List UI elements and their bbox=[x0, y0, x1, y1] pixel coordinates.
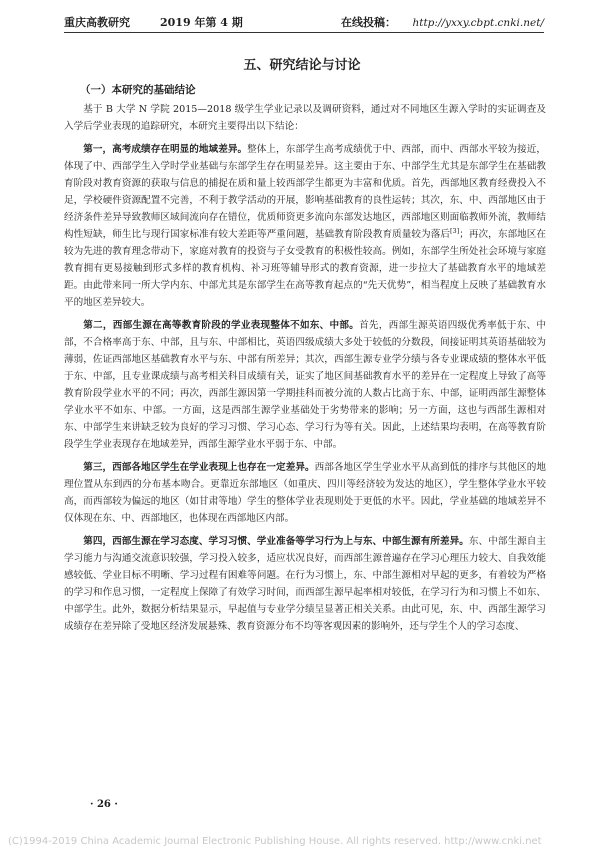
issue-label: 2019 年第 4 期 bbox=[160, 16, 243, 29]
paragraph-lead: 第四，西部生源在学习态度、学习习惯、学业准备等学习行为上与东、中部生源有所差异。 bbox=[83, 536, 469, 547]
paragraph-second bbox=[64, 317, 546, 453]
copyright-footer: (C)1994-2019 China Academic Journal Electronic Publishing House. All rights reserved. http://www.cnki.net bbox=[8, 836, 542, 847]
paragraph-text: 整体上，东部学生高考成绩优于中、西部，而中、西部水平较为接近，体现了中、西部学生入学时学业基础与东部学生存在明显差异。这主要由于东、中部学生尤其是东部学生在基础教育阶段对教育资源的获取与信息的捕捉在质和量上较西部学生都更为丰富和优质。首先，西部地区教育经费投入不足，学校硬件资源配置不完善，不利于教学活动的开展，影响基础教育的良性运转；其次，东、中、西部地区由于经济条件差异导致教师区域间流向存在错位，优质师资更多流向东部发达地区，西部地区则面临教师外流，教师结构性短缺，师生比与现行国家标准有较大差距等严重问题，基础教育阶段教育质量较为落后 bbox=[64, 144, 547, 240]
paragraph-intro bbox=[64, 101, 546, 135]
journal-name: 重庆高教研究 bbox=[64, 16, 130, 29]
paragraph-lead: 第二，西部生源在高等教育阶段的学业表现整体不如东、中部。 bbox=[83, 320, 360, 331]
page-number: · 26 · bbox=[90, 799, 118, 810]
paragraph-text: 首先，西部生源英语四级优秀率低于东、中部，不合格率高于东、中部，且与东、中部相比，英语四级成绩大多处于较低的分数段，间接证明其英语基础较为薄弱，佐证西部地区基础教育水平与东、中部有所差异；其次，西部生源专业学分绩与各专业课成绩的整体水平低于东、中部，且专业课成绩与高考相关科目成绩有关，证实了地区间基础教育水平的差异在一定程度上导致了高等教育阶段学业水平的不同；再次，西部生源因第一学期挂科而被分流的人数占比高于东、中部，证明西部生源整体学业水平不如东、中部。一方面，这是西部生源学业基础处于劣势带来的影响；另一方面，这也与西部生源相对东、中部学生来讲缺乏较为良好的学习习惯、学习心态、学习行为等有关。因此，上述结果均表明，在高等教育阶段学生学业表现存在地域差异，西部生源学业水平弱于东、中部。 bbox=[64, 320, 547, 450]
paragraph-lead: 第一，高考成绩存在明显的地域差异。 bbox=[83, 144, 248, 155]
citation-marker: [3] bbox=[450, 226, 460, 235]
paragraph-fourth bbox=[64, 533, 546, 635]
paragraph-tail: ；再次，东部地区在较为先进的教育理念带动下，家庭对教育的投资与子女受教育的积极性较高。例如，东部学生所处社会环境与家庭教育拥有更易接触到形式多样的教育机构、补习班等辅导形式的教育资源，进一步拉大了基础教育水平的地域差距。由此带来同一所大学内东、中部尤其是东部学生在高等教育起点的“先天优势”，相当程度上反映了基础教育水平的地区差异较大。 bbox=[64, 229, 547, 308]
article-body bbox=[64, 101, 546, 641]
running-header bbox=[64, 14, 544, 33]
paragraph-lead: 第三，西部各地区学生在学业表现上也存在一定差异。 bbox=[83, 462, 315, 473]
subsection-title: （一）本研究的基础结论 bbox=[80, 84, 196, 96]
submission-url-link[interactable]: http://yxxy.cbpt.cnki.net/ bbox=[412, 17, 544, 29]
paragraph-first bbox=[64, 141, 546, 311]
paragraph-text: 基于 B 大学 N 学院 2015—2018 级学生学业记录以及调研资料，通过对不同地区生源入学时的实证调查及入学后学业表现的追踪研究，本研究主要得出以下结论： bbox=[64, 104, 546, 132]
section-title: 五、研究结论与讨论 bbox=[243, 58, 361, 73]
paragraph-text: 西部各地区学生学业水平从高到低的排序与其他区的地理位置从东到西的分布基本吻合。更靠近东部地区（如重庆、四川等经济较为发达的地区），学生整体学业水平较高，而西部较为偏远的地区（如甘肃等地）学生的整体学业表现则处于更低的水平。因此，学业基础的地域差异不仅体现在东、中、西部地区，也体现在西部地区内部。 bbox=[64, 462, 547, 524]
paragraph-text: 东、中部生源自主学习能力与沟通交流意识较强，学习投入较多，适应状况良好，而西部生源普遍存在学习心理压力较大、自我效能感较低、学业目标不明晰、学习过程有困难等问题。在行为习惯上，东、中部生源相对早起的更多，有着较为严格的学习和作息习惯，一定程度上保障了有效学习时间，而西部生源早起率相对较低，在学习行为和习惯上不如东、中部学生。此外，数据分析结果显示，早起值与专业学分绩呈显著正相关关系。由此可见，东、中、西部生源学习成绩存在差异除了受地区经济发展悬殊、教育资源分布不均等客观因素的影响外，还与学生个人的学习态度、 bbox=[64, 536, 547, 632]
paragraph-third bbox=[64, 459, 546, 527]
submission-label: 在线投稿： bbox=[341, 16, 396, 29]
